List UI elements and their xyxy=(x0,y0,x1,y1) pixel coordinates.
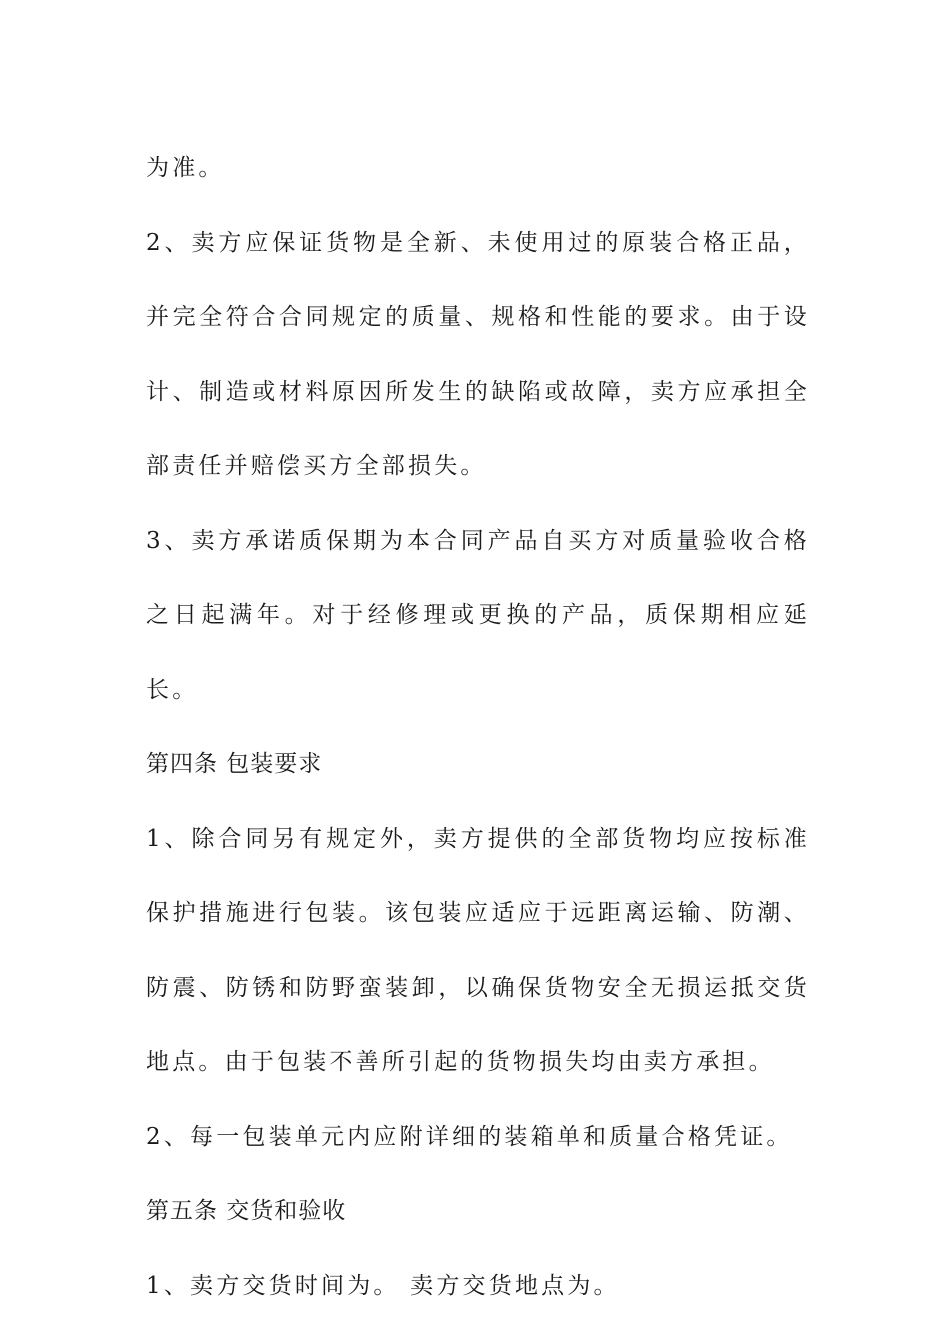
paragraph-quality-guarantee: 2、卖方应保证货物是全新、未使用过的原装合格正品，并完全符合合同规定的质量、规格和性能的要求。由于设计、制造或材料原因所发生的缺陷或故障，卖方应承担全部责任并赔偿买方全部损失。 xyxy=(146,229,810,479)
paragraph-warranty-period: 3、卖方承诺质保期为本合同产品自买方对质量验收合格之日起满年。对于经修理或更换的产品，质保期相应延长。 xyxy=(146,527,810,703)
document-body xyxy=(146,131,810,1323)
section-heading-delivery: 第五条 交货和验收 xyxy=(146,1198,347,1224)
paragraph-continuation: 为准。 xyxy=(146,155,225,181)
section-heading-packaging: 第四条 包装要求 xyxy=(146,751,323,777)
paragraph-packing-list: 2、每一包装单元内应附详细的装箱单和质量合格凭证。 xyxy=(146,1123,793,1150)
paragraph-delivery-time: 1、卖方交货时间为。 卖方交货地点为。 xyxy=(146,1272,620,1299)
paragraph-packaging-standard: 1、除合同另有规定外，卖方提供的全部货物均应按标准保护措施进行包装。该包装应适应于远距离运输、防潮、防震、防锈和防野蛮装卸，以确保货物安全无损运抵交货地点。由于包装不善所引起的货物损失均由卖方承担。 xyxy=(146,825,810,1075)
